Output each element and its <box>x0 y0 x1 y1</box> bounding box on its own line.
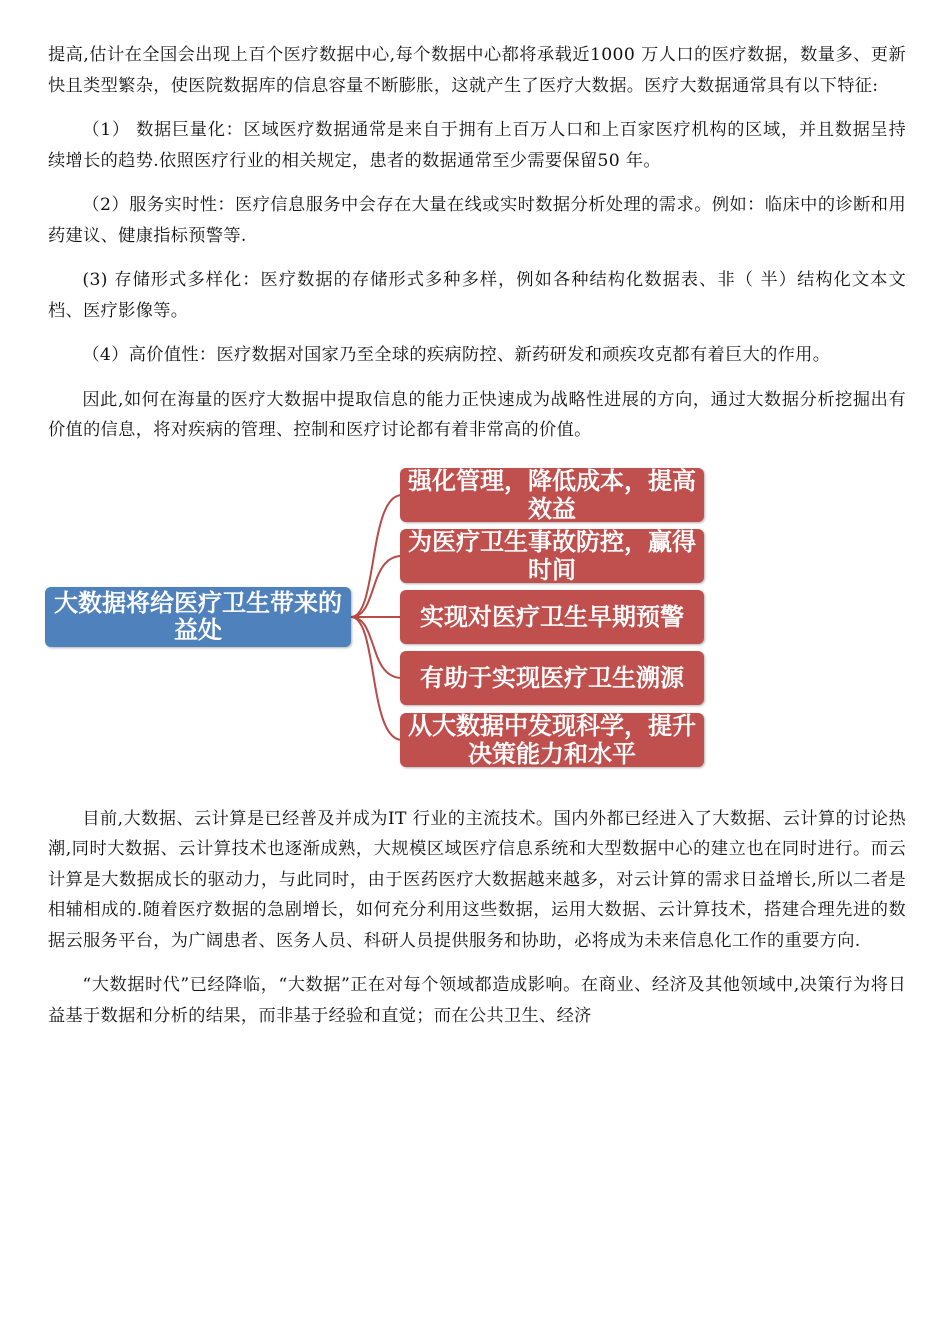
mind-map-branch-5: 从大数据中发现科学，提升决策能力和水平 <box>400 713 704 767</box>
connector-4 <box>351 617 402 678</box>
paragraph-feature-1: （1） 数据巨量化：区域医疗数据通常是来自于拥有上百万人口和上百家医疗机构的区域，并且数据呈持续增长的趋势.依照医疗行业的相关规定，患者的数据通常至少需要保留50 年。 <box>48 120 906 171</box>
paragraph-big-data-era: “大数据时代”已经降临，“大数据”正在对每个领域都造成影响。在商业、经济及其他领域中,决策行为将日益基于数据和分析的结果，而非基于经验和直觉；而在公共卫生、经济 <box>48 975 906 1026</box>
connector-5 <box>351 617 402 740</box>
connector-1 <box>351 495 402 617</box>
connector-2 <box>351 556 402 617</box>
paragraph-cloud-computing: 目前,大数据、云计算是已经普及并成为IT 行业的主流技术。国内外都已经进入了大数据、云计算的讨论热潮,同时大数据、云计算技术也逐渐成熟，大规模区域医疗信息系统和大型数据中心的建立也在同时进行。而云计算是大数据成长的驱动力，与此同时，由于医药医疗大数据越来越多，对云计算的需求日益增长,所以二者是相辅相成的.随着医疗数据的急剧增长，如何充分利用这些数据，运用大数据、云计算技术，搭建合理先进的数据云服务平台，为广阔患者、医务人员、科研人员提供服务和协助，必将成为未来信息化工作的重要方向. <box>48 808 906 951</box>
mind-map-root: 大数据将给医疗卫生带来的益处 <box>45 587 351 647</box>
paragraph-feature-2: （2）服务实时性：医疗信息服务中会存在大量在线或实时数据分析处理的需求。例如：临床中的诊断和用药建议、健康指标预警等. <box>48 195 906 246</box>
benefits-mind-map <box>48 460 906 790</box>
paragraph-feature-4: （4）高价值性：医疗数据对国家乃至全球的疾病防控、新药研发和顽疾攻克都有着巨大的作用。 <box>82 345 831 365</box>
mind-map-branch-4: 有助于实现医疗卫生溯源 <box>400 651 704 705</box>
paragraph-conclusion: 因此,如何在海量的医疗大数据中提取信息的能力正快速成为战略性进展的方向，通过大数据分析挖掘出有价值的信息，将对疾病的管理、控制和医疗讨论都有着非常高的价值。 <box>48 389 906 440</box>
paragraph-intro: 提高,估计在全国会出现上百个医疗数据中心,每个数据中心都将承载近1000 万人口的医疗数据，数量多、更新快且类型繁杂，使医院数据库的信息容量不断膨胀，这就产生了医疗大数据。医疗大数据通常具有以下特征: <box>48 45 906 96</box>
paragraph-feature-3: (3) 存储形式多样化：医疗数据的存储形式多种多样，例如各种结构化数据表、非（ 半）结构化文本文档、医疗影像等。 <box>48 270 906 321</box>
document-page <box>48 40 906 1031</box>
mind-map-branch-2: 为医疗卫生事故防控，赢得时间 <box>400 529 704 583</box>
mind-map-branch-3: 实现对医疗卫生早期预警 <box>400 590 704 644</box>
mind-map-branch-1: 强化管理，降低成本，提高效益 <box>400 468 704 522</box>
